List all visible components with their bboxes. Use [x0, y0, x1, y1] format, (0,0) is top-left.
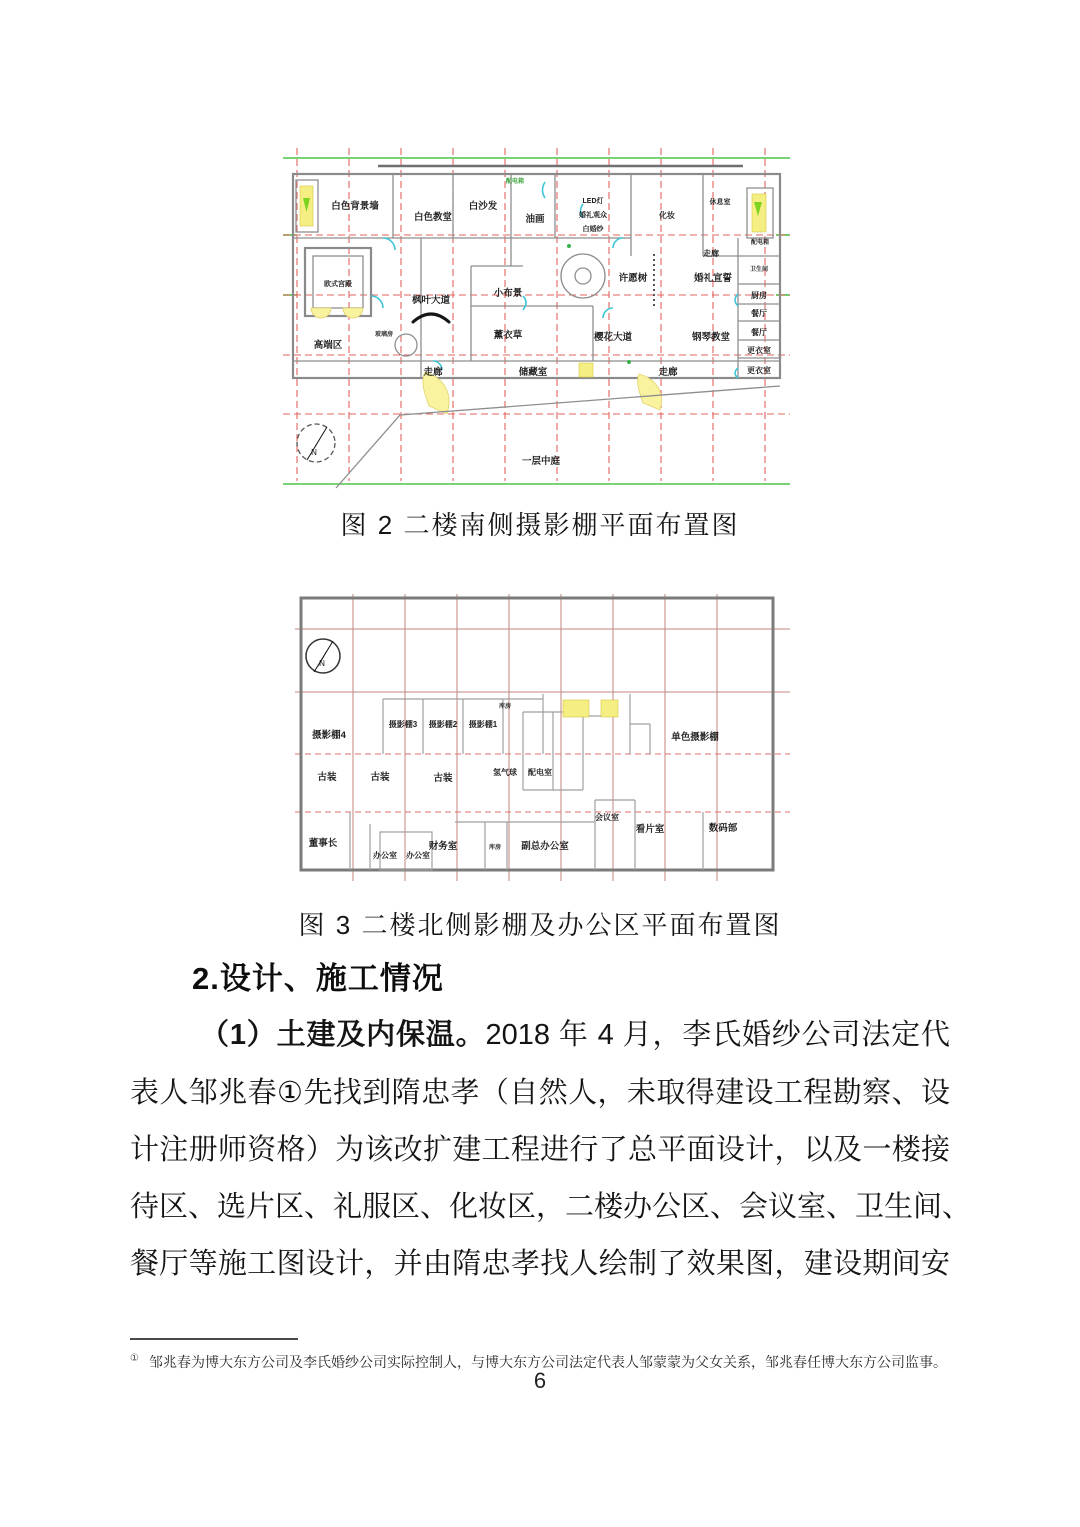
room-label: 厨房: [751, 291, 767, 300]
room-label: 摄影棚4: [312, 730, 346, 741]
room-label: 配电箱: [750, 240, 770, 246]
room-label: 古装: [433, 773, 453, 784]
room-label: 休息室: [709, 199, 731, 206]
room-label: 办公室: [406, 851, 430, 860]
room-label: 枫叶大道: [411, 295, 451, 306]
paragraph-line-2: 表人邹兆春①先找到隋忠孝（自然人，未取得建设工程勘察、设: [130, 1077, 950, 1109]
room-label: 白沙发: [468, 201, 498, 212]
room-label: 古装: [370, 772, 390, 783]
room-label: 化妆: [659, 211, 675, 220]
room-label: 欧式宫殿: [324, 281, 352, 288]
room-label: 摄影棚1: [468, 720, 498, 729]
compass-north-label: N: [311, 448, 317, 457]
room-label: 玻璃房: [374, 332, 394, 338]
room-label: 古装: [317, 772, 337, 783]
room-label: 库房: [498, 704, 512, 710]
room-label: 婚礼观众: [579, 212, 607, 219]
footnote-text: 邹兆春为博大东方公司及李氏婚纱公司实际控制人，与博大东方公司法定代表人邹蒙蒙为父女关系，邹兆春任博大东方公司监事。: [148, 1354, 947, 1370]
room-label: 会议室: [595, 813, 619, 822]
paragraph-line-1-rest: 2018 年 4 月，李氏婚纱公司法定代: [485, 1019, 950, 1051]
paragraph-line-3: 计注册师资格）为该改扩建工程进行了总平面设计，以及一楼接: [130, 1134, 950, 1166]
room-label: 办公室: [373, 851, 397, 860]
room-label: 高端区: [313, 340, 343, 351]
room-label: 樱花大道: [593, 332, 633, 343]
room-label: 餐厅: [751, 328, 767, 337]
compass-icon: [306, 639, 340, 673]
room-label: 白色教堂: [413, 212, 453, 223]
paragraph-line-1: [200, 1018, 950, 1052]
room-label: 副总办公室: [521, 841, 569, 852]
room-label: 配电室: [528, 768, 552, 777]
room-label: 配电箱: [505, 179, 525, 185]
room-label: 卫生间: [749, 267, 769, 273]
room-label: 油画: [525, 214, 545, 225]
figure-2-caption: 图 2 二楼南侧摄影棚平面布置图: [340, 510, 740, 540]
room-label: 白婚纱: [582, 226, 604, 233]
figure-3-caption: 图 3 二楼北侧影棚及办公区平面布置图: [298, 910, 782, 940]
room-label: 走廊: [423, 367, 443, 378]
footnote-separator: [130, 1338, 298, 1340]
room-label: 钢琴教堂: [691, 332, 731, 343]
room-label: 看片室: [635, 824, 665, 835]
room-label: 摄影棚3: [388, 720, 418, 729]
room-label: 走廊: [703, 249, 719, 258]
room-label: 氢气球: [493, 768, 517, 777]
room-label: 摄影棚2: [428, 720, 458, 729]
section-heading: 2.设计、施工情况: [192, 961, 444, 996]
room-label: 储藏室: [518, 367, 548, 378]
figure-3-plan: [295, 594, 790, 881]
room-label: 一层中庭: [521, 456, 561, 467]
room-label: 数码部: [708, 823, 738, 834]
room-label: 更衣室: [747, 346, 771, 355]
room-label: 薰衣草: [493, 330, 523, 341]
compass-icon: [297, 424, 335, 462]
compass-north-label: N: [319, 659, 325, 668]
paragraph-line-4: 待区、选片区、礼服区、化妆区，二楼办公区、会议室、卫生间、: [130, 1191, 972, 1223]
room-label: LED灯: [582, 198, 604, 205]
footnote-marker: ①: [130, 1353, 139, 1365]
figure-2-plan: [283, 146, 790, 498]
room-label: 餐厅: [751, 309, 767, 318]
room-label: 董事长: [308, 838, 338, 849]
room-label: 走廊: [658, 367, 678, 378]
room-label: 许愿树: [618, 273, 648, 284]
paragraph-lead: （1）土建及内保温。: [200, 1019, 486, 1051]
paragraph-line-5: 餐厅等施工图设计，并由隋忠孝找人绘制了效果图，建设期间安: [130, 1248, 950, 1280]
room-label: 小布景: [493, 288, 523, 299]
room-label: 财务室: [428, 841, 458, 852]
page-number: 6: [533, 1368, 547, 1393]
room-label: 婚礼宣誓: [693, 273, 733, 284]
room-label: 白色背景墙: [331, 201, 379, 212]
room-label: 单色摄影棚: [671, 732, 719, 743]
room-label: 库房: [488, 845, 502, 851]
room-label: 更衣室: [747, 366, 771, 375]
